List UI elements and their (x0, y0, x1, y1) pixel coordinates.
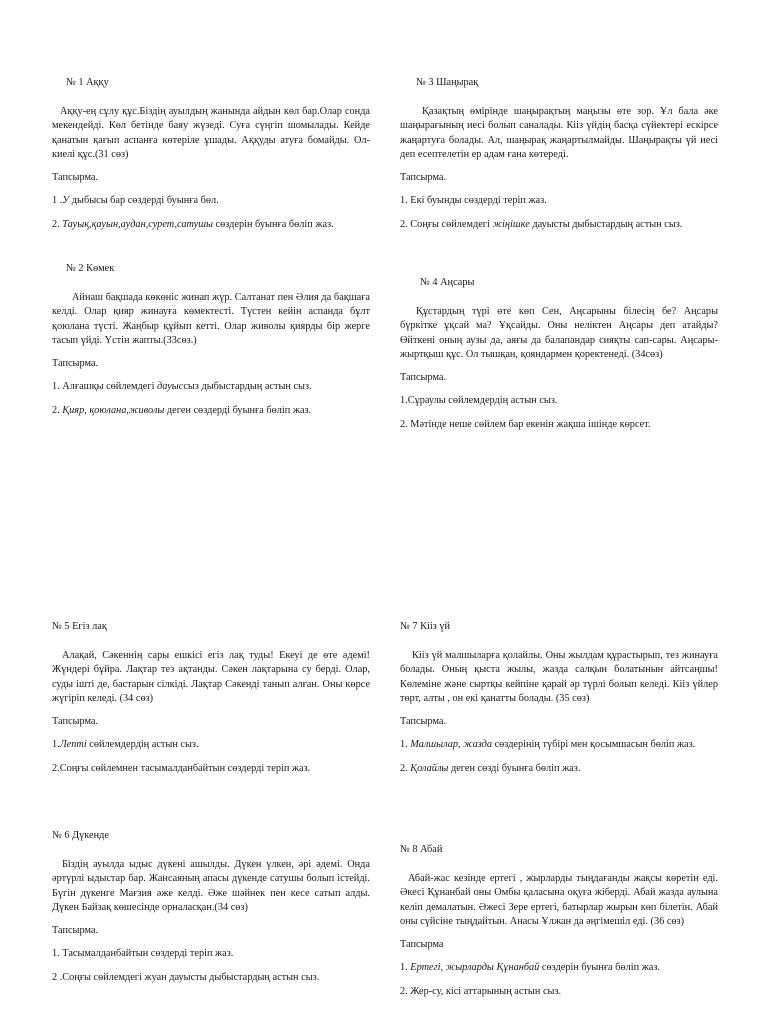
task-item: 1 .У дыбысы бар сөздерді буынға бөл. (52, 195, 219, 206)
exercise-block-7 (400, 620, 718, 785)
task-label: Тапсырма (400, 938, 444, 950)
task-label: Тапсырма. (52, 357, 99, 369)
exercise-block-2 (52, 262, 370, 427)
task-item: 2. Тауық,қауын,аудан,сурет,сатушы сөздерін буынға бөліп жаз. (52, 218, 334, 230)
exercise-title: № 2 Көмек (66, 263, 115, 274)
task-item: 2. Қияр, қоюлана,живолы деген сөздерді буынға бөліп жаз. (52, 404, 312, 416)
task-item: 2 .Соңғы сөйлемдегі жуан дауысты дыбыстардың астын сыз. (52, 971, 320, 983)
exercise-title: № 4 Аңсары (420, 277, 475, 288)
exercise-text: Қазақтың өмірінде шаңырақтың маңызы өте зор. Ұл бала әке шаңырағының иесі болып саналады. Кііз үйдің басқа сүйектері ескірсе жаңартуға болады. Ал, шаңырақ жаңартылмайды. Шаңырақты үй иесі деп есептелетін ер адам ғана көтереді. (400, 105, 718, 160)
task-item: 1. Алғашқы сөйлемдегі дауыссыз дыбыстардың астын сыз. (52, 381, 312, 392)
task-label: Тапсырма. (400, 715, 447, 727)
exercise-block-8 (400, 843, 718, 1008)
exercise-title: № 6 Дүкенде (52, 830, 109, 841)
exercise-text: Айнаш бақшада көкөніс жинап жүр. Салтанат пен Әлия да бақшаға келді. Олар қияр жинауға көмектесті. Түстен кейін аспанда бұлт қоюлана түсті. Жаңбыр құйып кетті. Олар живолы қиярды бір жерге тасып үйді. Үстін жапты.(33сөз.) (52, 291, 370, 346)
task-item: 2. Жер-су, кісі аттарының астын сыз. (400, 985, 562, 997)
exercise-title: № 1 Аққу (66, 77, 109, 88)
task-item: 2. Мәтінде неше сөйлем бар екенін жақша ішінде көрсет. (400, 418, 651, 430)
task-label: Тапсырма. (52, 924, 99, 936)
exercise-text: Құстардың түрі өте көп Сен, Аңсарыны білесің бе? Аңсары бүркітке ұқсай ма? Ұқсайды. Оны неліктен Аңсары деп атайды? Өйткені оның аузы да, аяғы да балапандар сияқты сап-сары. Аңсары-жыртқыш құс. Ол тышқан, қояндармен қоректенеді. (34сөз) (400, 305, 718, 360)
task-label: Тапсырма. (400, 171, 447, 183)
exercise-title: № 5 Егіз лақ (52, 621, 107, 632)
exercise-title: № 3 Шаңырақ (416, 77, 479, 88)
task-item: 1. Ертегі, жырларды Құнанбай сөздерін буынға бөліп жаз. (400, 962, 660, 973)
exercise-title: № 8 Абай (400, 844, 443, 855)
exercise-block-4 (400, 276, 718, 441)
exercise-text: Абай-жас кезінде ертегі , жырларды тыңдағанды жақсы көретін еді. Әкесі Құнанбай оны Омбы қаласына оқуға жіберді. Абай жазда аулына келіп демалатын. Әжесі Зере ертегі, батырлар жырын көп білетін. Абай оны сүйсіне тыңдайтын. Анасы Ұлжан да әңгімешіл еді. (36 сөз) (400, 872, 718, 927)
exercise-block-6 (52, 829, 370, 994)
task-item: 1. Тасымалданбайтын сөздерді теріп жаз. (52, 948, 234, 959)
task-item: 1.Сұраулы сөйлемдердің астын сыз. (400, 395, 558, 406)
exercise-text: Кііз үй малшыларға қолайлы. Оны жылдам құрастырып, тез жинауға болады. Оның қыста жылы, жазда салқын болатынын айтсаңшы! Көлеміне және сыртқы кейпіне қарай әр түрлі болып келеді. Кііз үйлер төрт, алты , он екі қанатты болады. (35 сөз) (400, 649, 718, 704)
task-item: 2. Соңғы сөйлемдегі жіңішке дауысты дыбыстардың астын сыз. (400, 218, 683, 230)
exercise-text: Біздің ауылда ыдыс дүкені ашылды. Дүкен үлкен, әрі әдемі. Онда әртүрлі ыдыстар бар. Жансаяның апасы дүкенде сатушы болып істейді. Бүгін дүкенге Мағзия әже келді. Әже шәйнек пен кесе сатып алды. Дүкен Байзақ көшесінде орналасқан.(34 сөз) (52, 858, 370, 913)
exercise-block-1 (52, 76, 370, 241)
task-item: 1. Малшылар, жазда сөздерінің түбірі мен қосымшасын бөліп жаз. (400, 739, 696, 750)
exercise-text: Аққу-ең сұлу құс.Біздің ауылдың жанында айдын көл бар.Олар сонда мекендейді. Көл бетінде баяу жүзеді. Суға сүңгіп шомылады. Кейде қанатын қағып аспанға көтеріле ұшады. Аққуды атуға бомайды. Ол-киелі құс.(31 сөз) (52, 105, 370, 160)
exercise-text: Алақай, Сәкеннің сары ешкісі егіз лақ туды! Екеуі де өте әдемі! Жүндері бұйра. Лақтар тез ақтанды. Сәкен лақтарына су берді. Олар, суды ішті де, бастарын сілкіді. Лақтар Сәкенді танып алған. Оны көрсе жүгіріп келеді. (34 сөз) (52, 649, 370, 704)
task-label: Тапсырма. (400, 371, 447, 383)
task-item: 2. Қолайлы деген сөзді буынға бөліп жаз. (400, 762, 581, 774)
task-item: 1.Лепті сөйлемдердің астын сыз. (52, 739, 199, 750)
exercise-block-5 (52, 620, 370, 785)
task-label: Тапсырма. (52, 171, 99, 183)
task-item: 1. Екі буынды сөздерді теріп жаз. (400, 195, 547, 206)
task-item: 2.Соңғы сөйлемнен тасымалданбайтын сөздерді теріп жаз. (52, 762, 311, 774)
task-label: Тапсырма. (52, 715, 99, 727)
exercise-title: № 7 Кііз үй (400, 621, 451, 632)
exercise-block-3 (400, 76, 718, 241)
